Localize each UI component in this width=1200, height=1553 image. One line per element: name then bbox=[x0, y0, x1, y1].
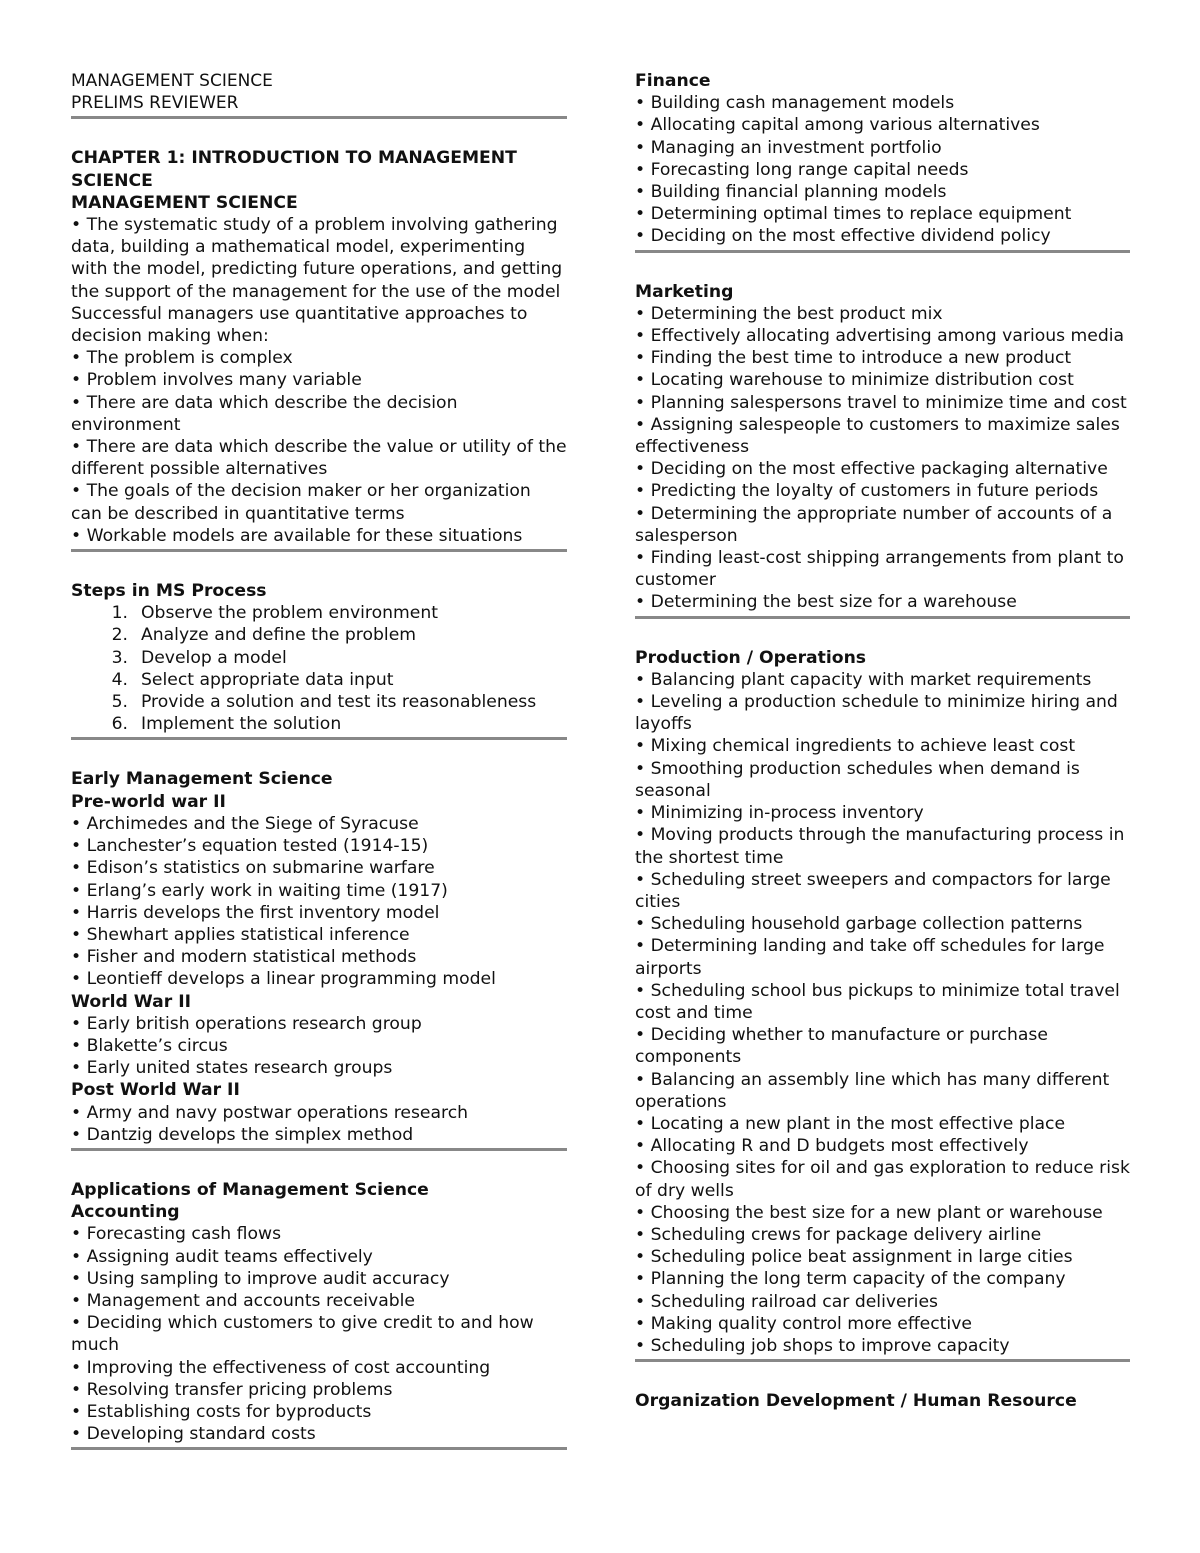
chapter-subheading: MANAGEMENT SCIENCE bbox=[71, 192, 298, 213]
step-item bbox=[71, 669, 567, 691]
list-item: • Archimedes and the Siege of Syracuse bbox=[71, 813, 419, 834]
document-subtitle: PRELIMS REVIEWER bbox=[71, 93, 239, 114]
list-item: • Determining the best product mix bbox=[635, 303, 943, 324]
pre-ww2-list bbox=[71, 813, 567, 991]
list-item: • Dantzig develops the simplex method bbox=[71, 1124, 414, 1145]
step-text: Develop a model bbox=[141, 647, 287, 668]
list-item: • Predicting the loyalty of customers in future periods bbox=[635, 481, 1099, 502]
list-item: • Building cash management models bbox=[635, 93, 955, 114]
steps-heading: Steps in MS Process bbox=[71, 581, 267, 602]
step-number: 3. bbox=[111, 647, 128, 668]
list-item: • Mixing chemical ingredients to achieve least cost bbox=[635, 736, 1076, 757]
production-list bbox=[635, 669, 1136, 1357]
list-item: • Shewhart applies statistical inference bbox=[71, 924, 410, 945]
list-item: • Leveling a production schedule to minimize hiring and layoffs bbox=[635, 692, 1124, 735]
list-item: • Deciding which customers to give credit to and how much bbox=[71, 1313, 540, 1356]
applications-heading: Applications of Management Science bbox=[71, 1179, 429, 1200]
list-item: • Forecasting cash flows bbox=[71, 1224, 282, 1245]
list-item: • Establishing costs for byproducts bbox=[71, 1401, 372, 1422]
list-item: • Developing standard costs bbox=[71, 1424, 316, 1445]
accounting-heading: Accounting bbox=[71, 1202, 180, 1223]
list-item: • Fisher and modern statistical methods bbox=[71, 947, 417, 968]
list-item: • Deciding on the most effective packaging alternative bbox=[635, 459, 1108, 480]
step-number: 5. bbox=[111, 692, 128, 713]
list-item: • Early united states research groups bbox=[71, 1058, 393, 1079]
step-number: 1. bbox=[111, 603, 128, 624]
list-item: • Finding the best time to introduce a new product bbox=[635, 348, 1072, 369]
step-item bbox=[71, 713, 567, 735]
list-item: • Early british operations research group bbox=[71, 1013, 422, 1034]
marketing-heading: Marketing bbox=[635, 281, 734, 302]
step-item bbox=[71, 647, 567, 669]
finance-section bbox=[635, 70, 1130, 253]
list-item: • Moving products through the manufacturing process in the shortest time bbox=[635, 825, 1130, 868]
chapter-bullet-list bbox=[71, 347, 573, 547]
list-item: • Making quality control more effective bbox=[635, 1313, 972, 1334]
list-item: • Planning the long term capacity of the company bbox=[635, 1269, 1066, 1290]
list-item: • Managing an investment portfolio bbox=[635, 137, 942, 158]
marketing-section bbox=[635, 281, 1130, 619]
step-text: Analyze and define the problem bbox=[141, 625, 417, 646]
list-item: • Scheduling railroad car deliveries bbox=[635, 1291, 938, 1312]
pre-ww2-heading: Pre-world war II bbox=[71, 791, 226, 812]
chapter-heading: CHAPTER 1: INTRODUCTION TO MANAGEMENT SCIENCE bbox=[71, 148, 523, 191]
list-item: • Army and navy postwar operations research bbox=[71, 1102, 469, 1123]
step-text: Provide a solution and test its reasonableness bbox=[141, 692, 537, 713]
list-item: • Improving the effectiveness of cost accounting bbox=[71, 1357, 491, 1378]
od-hr-heading: Organization Development / Human Resource bbox=[635, 1391, 1077, 1412]
list-item: • Management and accounts receivable bbox=[71, 1290, 416, 1311]
list-item: • Scheduling police beat assignment in large cities bbox=[635, 1247, 1073, 1268]
step-text: Observe the problem environment bbox=[141, 603, 438, 624]
step-item bbox=[71, 624, 567, 646]
ww2-list bbox=[71, 1013, 567, 1080]
applications-section bbox=[71, 1179, 567, 1450]
list-item: • The goals of the decision maker or her organization can be described in quantitative terms bbox=[71, 481, 537, 524]
section-divider bbox=[71, 1447, 567, 1450]
early-ms-section bbox=[71, 768, 567, 1150]
list-item: • Finding least-cost shipping arrangements from plant to customer bbox=[635, 548, 1130, 591]
list-item: • Blakette’s circus bbox=[71, 1035, 228, 1056]
steps-section bbox=[71, 580, 567, 740]
production-section bbox=[635, 647, 1136, 1363]
list-item: • Determining the best size for a warehouse bbox=[635, 592, 1017, 613]
list-item: • Balancing an assembly line which has many different operations bbox=[635, 1069, 1115, 1112]
list-item: • Locating a new plant in the most effective place bbox=[635, 1113, 1066, 1134]
list-item: • Forecasting long range capital needs bbox=[635, 159, 969, 180]
list-item: • Locating warehouse to minimize distribution cost bbox=[635, 370, 1074, 391]
list-item: • Edison’s statistics on submarine warfare bbox=[71, 858, 435, 879]
step-item bbox=[71, 691, 567, 713]
post-ww2-heading: Post World War II bbox=[71, 1080, 240, 1101]
od-hr-section bbox=[635, 1390, 1130, 1412]
ww2-heading: World War II bbox=[71, 991, 192, 1012]
step-text: Select appropriate data input bbox=[141, 669, 394, 690]
list-item: • Scheduling crews for package delivery airline bbox=[635, 1224, 1042, 1245]
intro-text: Successful managers use quantitative approaches to decision making when: bbox=[71, 303, 533, 347]
production-heading: Production / Operations bbox=[635, 647, 867, 668]
list-item: • Minimizing in-process inventory bbox=[635, 803, 924, 824]
list-item: • Choosing the best size for a new plant or warehouse bbox=[635, 1202, 1103, 1223]
list-item: • Effectively allocating advertising among various media bbox=[635, 326, 1125, 347]
early-ms-heading: Early Management Science bbox=[71, 769, 333, 790]
list-item: • Leontieff develops a linear programming model bbox=[71, 969, 496, 990]
list-item: • Problem involves many variable bbox=[71, 370, 362, 391]
accounting-list bbox=[71, 1223, 567, 1445]
step-number: 2. bbox=[111, 625, 128, 646]
list-item: • Harris develops the first inventory model bbox=[71, 902, 440, 923]
right-column bbox=[635, 70, 1136, 1412]
list-item: • There are data which describe the decision environment bbox=[71, 392, 463, 435]
step-number: 6. bbox=[111, 714, 128, 735]
post-ww2-list bbox=[71, 1102, 567, 1146]
list-item: • Balancing plant capacity with market requirements bbox=[635, 669, 1092, 690]
list-item: • Deciding on the most effective dividend policy bbox=[635, 226, 1051, 247]
list-item: • Scheduling street sweepers and compactors for large cities bbox=[635, 869, 1117, 912]
chapter-section bbox=[71, 147, 573, 552]
list-item: • Assigning salespeople to customers to maximize sales effectiveness bbox=[635, 414, 1126, 458]
list-item: • Planning salespersons travel to minimize time and cost bbox=[635, 392, 1127, 413]
steps-list bbox=[71, 602, 567, 735]
list-item: • Scheduling household garbage collection patterns bbox=[635, 914, 1083, 935]
list-item: • Smoothing production schedules when demand is seasonal bbox=[635, 758, 1086, 801]
list-item: • Choosing sites for oil and gas exploration to reduce risk of dry wells bbox=[635, 1158, 1136, 1201]
list-item: • Building financial planning models bbox=[635, 182, 947, 203]
list-item: • Allocating R and D budgets most effectively bbox=[635, 1136, 1029, 1157]
list-item: • Lanchester’s equation tested (1914-15) bbox=[71, 836, 429, 857]
definition-text: • The systematic study of a problem involving gathering data, building a mathematical model, experimenting with the model, predicting future operations, and getting the support of the management for the use of the model bbox=[71, 215, 568, 302]
list-item: • Scheduling job shops to improve capacity bbox=[635, 1335, 1010, 1356]
list-item: • Scheduling school bus pickups to minimize total travel cost and time bbox=[635, 980, 1126, 1023]
list-item: • Deciding whether to manufacture or purchase components bbox=[635, 1025, 1054, 1068]
list-item: • The problem is complex bbox=[71, 348, 293, 369]
document-title: MANAGEMENT SCIENCE bbox=[71, 71, 273, 91]
document-header bbox=[71, 70, 567, 119]
list-item: • Determining optimal times to replace equipment bbox=[635, 204, 1072, 225]
list-item: • Determining landing and take off schedules for large airports bbox=[635, 936, 1110, 979]
list-item: • Erlang’s early work in waiting time (1917) bbox=[71, 880, 448, 901]
step-number: 4. bbox=[111, 669, 128, 690]
list-item: • Assigning audit teams effectively bbox=[71, 1246, 373, 1267]
step-item bbox=[71, 602, 567, 624]
list-item: • Resolving transfer pricing problems bbox=[71, 1379, 393, 1400]
list-item: • There are data which describe the value or utility of the different possible alternatives bbox=[71, 437, 573, 480]
marketing-list bbox=[635, 303, 1130, 614]
finance-heading: Finance bbox=[635, 71, 711, 91]
list-item: • Determining the appropriate number of accounts of a salesperson bbox=[635, 503, 1118, 546]
finance-list bbox=[635, 92, 1130, 247]
list-item: • Allocating capital among various alternatives bbox=[635, 115, 1040, 136]
step-text: Implement the solution bbox=[141, 714, 342, 735]
left-column bbox=[71, 70, 573, 1450]
list-item: • Workable models are available for these situations bbox=[71, 525, 523, 546]
list-item: • Using sampling to improve audit accuracy bbox=[71, 1268, 450, 1289]
